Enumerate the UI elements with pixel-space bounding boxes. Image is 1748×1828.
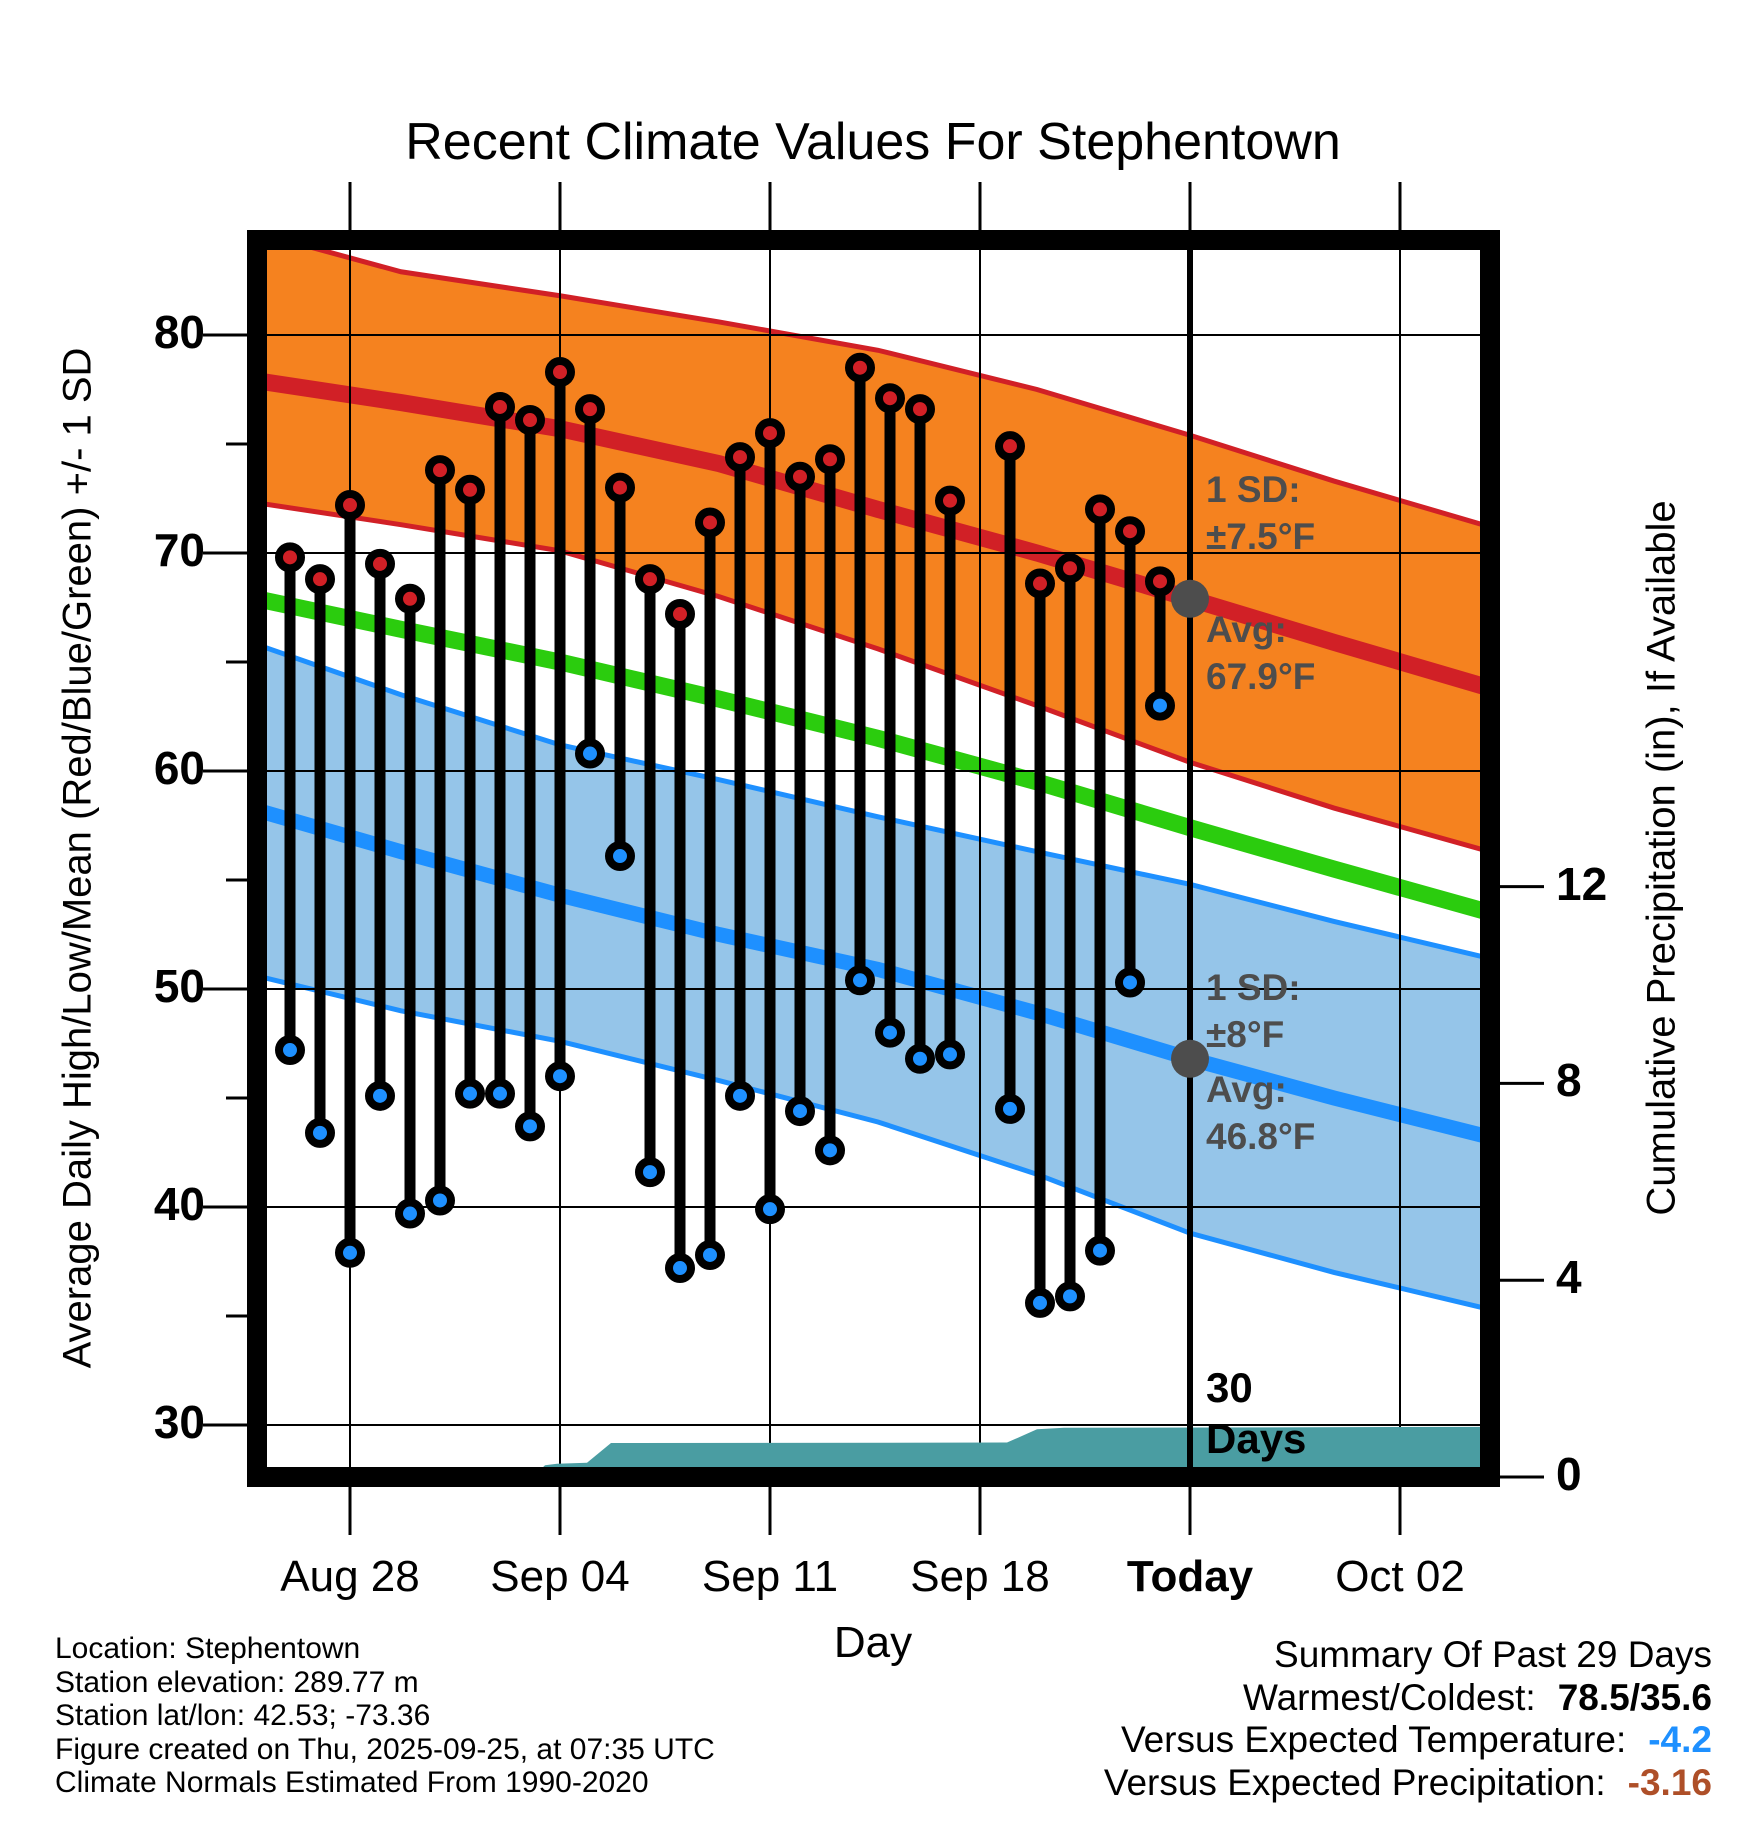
vs-temp-label: Versus Expected Temperature: — [1120, 1719, 1627, 1760]
high-dot-sep-11 — [759, 422, 781, 444]
y-left-tick-label-60: 60 — [153, 742, 205, 794]
station-info-line-1: Location: Stephentown — [55, 1632, 361, 1665]
y-right-tick-label-0: 0 — [1556, 1448, 1582, 1500]
low-dot-sep-20 — [1029, 1292, 1051, 1314]
x-axis-label: Day — [833, 1618, 913, 1667]
low-dot-aug-27 — [309, 1122, 331, 1144]
x-tick-label-sep-11: Sep 11 — [701, 1552, 839, 1601]
high-dot-sep-05 — [579, 398, 601, 420]
summary-vs-temp-row — [1104, 1719, 1712, 1762]
high-dot-sep-10 — [729, 446, 751, 468]
high-dot-aug-29 — [369, 553, 391, 575]
ann-low-avg-line2: 46.8°F — [1206, 1116, 1316, 1157]
low-dot-sep-11 — [759, 1198, 781, 1220]
low-dot-sep-04 — [549, 1065, 571, 1087]
low-dot-sep-08 — [669, 1257, 691, 1279]
high-dot-sep-24 — [1149, 570, 1171, 592]
annotation-30-days — [1206, 1362, 1306, 1464]
high-dot-sep-08 — [669, 603, 691, 625]
ann-high-avg-line1: Avg: — [1206, 609, 1287, 650]
plot-area — [257, 233, 1490, 1477]
low-dot-sep-23 — [1119, 971, 1141, 993]
annotation-low-avg — [1206, 1066, 1315, 1160]
low-dot-sep-24 — [1149, 695, 1171, 717]
annotation-high-avg — [1206, 606, 1315, 700]
high-dot-aug-28 — [339, 494, 361, 516]
station-info-line-3: Station lat/lon: 42.53; -73.36 — [55, 1699, 431, 1732]
ann-days-line2: Days — [1206, 1415, 1307, 1462]
high-avg-marker — [1171, 580, 1209, 618]
y-axis-right-label: Cumulative Precipitation (in), If Available — [1639, 500, 1684, 1216]
y-left-tick-label-50: 50 — [153, 960, 205, 1012]
annotation-low-sd — [1206, 964, 1301, 1058]
high-dot-sep-19 — [999, 435, 1021, 457]
low-avg-marker — [1171, 1040, 1209, 1078]
y-right-tick-label-12: 12 — [1556, 857, 1608, 910]
ann-days-line1: 30 — [1206, 1364, 1253, 1411]
high-dot-sep-20 — [1029, 573, 1051, 595]
high-dot-sep-06 — [609, 477, 631, 499]
ann-high-sd-line2: ±7.5°F — [1206, 516, 1316, 557]
ann-high-sd-line1: 1 SD: — [1206, 469, 1301, 510]
low-dot-sep-22 — [1089, 1240, 1111, 1262]
vs-precip-label: Versus Expected Precipitation: — [1103, 1761, 1606, 1803]
ann-low-sd-line1: 1 SD: — [1206, 967, 1301, 1008]
high-dot-sep-04 — [549, 361, 571, 383]
x-tick-label-oct-02: Oct 02 — [1335, 1552, 1465, 1601]
station-info-line-2: Station elevation: 289.77 m — [55, 1665, 419, 1699]
high-dot-aug-26 — [279, 546, 301, 568]
station-info-line-4: Figure created on Thu, 2025-09-25, at 07:35 UTC — [55, 1732, 715, 1766]
high-dot-sep-03 — [519, 409, 541, 431]
high-dot-sep-02 — [489, 396, 511, 418]
summary-vs-precip-row — [1104, 1762, 1712, 1805]
high-dot-sep-23 — [1119, 520, 1141, 542]
vs-temp-value: -4.2 — [1648, 1719, 1712, 1760]
high-dot-sep-21 — [1059, 557, 1081, 579]
summary-block — [1104, 1634, 1712, 1804]
high-dot-sep-22 — [1089, 498, 1111, 520]
low-dot-sep-12 — [789, 1100, 811, 1122]
x-tick-label-sep-18: Sep 18 — [910, 1552, 1050, 1601]
x-tick-label-sep-04: Sep 04 — [490, 1552, 630, 1601]
y-left-tick-label-30: 30 — [153, 1396, 205, 1448]
y-left-tick-label-80: 80 — [153, 306, 205, 358]
high-dot-sep-16 — [909, 398, 931, 420]
station-info-line-5: Climate Normals Estimated From 1990-2020 — [55, 1766, 649, 1799]
y-left-tick-label-70: 70 — [153, 524, 205, 576]
y-left-tick-label-40: 40 — [153, 1178, 205, 1230]
low-dot-sep-06 — [609, 845, 631, 867]
high-dot-sep-07 — [639, 568, 661, 590]
low-dot-aug-31 — [429, 1189, 451, 1211]
y-right-tick-label-4: 4 — [1556, 1251, 1582, 1304]
high-dot-aug-27 — [309, 568, 331, 590]
low-dot-sep-09 — [699, 1244, 721, 1266]
high-dot-sep-13 — [819, 448, 841, 470]
high-dot-sep-12 — [789, 466, 811, 488]
ann-low-avg-line1: Avg: — [1206, 1069, 1287, 1110]
y-axis-left-label: Average Daily High/Low/Mean (Red/Blue/Green) +/- 1 SD — [55, 347, 100, 1369]
warmest-coldest-label: Warmest/Coldest: — [1243, 1676, 1536, 1718]
low-dot-sep-21 — [1059, 1285, 1081, 1307]
low-dot-aug-28 — [339, 1242, 361, 1264]
x-tick-label-aug-28: Aug 28 — [280, 1552, 420, 1601]
low-dot-sep-02 — [489, 1083, 511, 1105]
page-title: Recent Climate Values For Stephentown — [405, 113, 1341, 171]
low-dot-sep-05 — [579, 743, 601, 765]
high-dot-sep-17 — [939, 490, 961, 512]
high-dot-sep-09 — [699, 511, 721, 533]
low-dot-sep-19 — [999, 1098, 1021, 1120]
ann-low-sd-line2: ±8°F — [1206, 1014, 1285, 1055]
low-dot-sep-17 — [939, 1043, 961, 1065]
summary-header-row — [1104, 1634, 1712, 1677]
high-dot-sep-01 — [459, 479, 481, 501]
low-dot-sep-01 — [459, 1083, 481, 1105]
low-dot-aug-29 — [369, 1085, 391, 1107]
low-dot-sep-13 — [819, 1139, 841, 1161]
high-dot-sep-14 — [849, 357, 871, 379]
low-dot-sep-07 — [639, 1161, 661, 1183]
warmest-coldest-value: 78.5/35.6 — [1557, 1676, 1712, 1718]
low-dot-sep-16 — [909, 1048, 931, 1070]
vs-precip-value: -3.16 — [1627, 1761, 1712, 1803]
x-tick-label-today: Today — [1126, 1552, 1254, 1601]
low-dot-aug-26 — [279, 1039, 301, 1061]
high-dot-aug-31 — [429, 459, 451, 481]
low-dot-sep-15 — [879, 1022, 901, 1044]
low-dot-sep-10 — [729, 1085, 751, 1107]
low-dot-aug-30 — [399, 1203, 421, 1225]
summary-warmest-coldest-row — [1104, 1677, 1712, 1720]
low-dot-sep-03 — [519, 1115, 541, 1137]
y-right-tick-label-8: 8 — [1556, 1054, 1582, 1107]
high-dot-aug-30 — [399, 588, 421, 610]
station-info-block — [55, 1632, 715, 1800]
summary-header: Summary Of Past 29 Days — [1274, 1634, 1712, 1675]
ann-high-avg-line2: 67.9°F — [1206, 656, 1316, 697]
annotation-high-sd — [1206, 466, 1315, 560]
high-dot-sep-15 — [879, 387, 901, 409]
low-dot-sep-14 — [849, 969, 871, 991]
